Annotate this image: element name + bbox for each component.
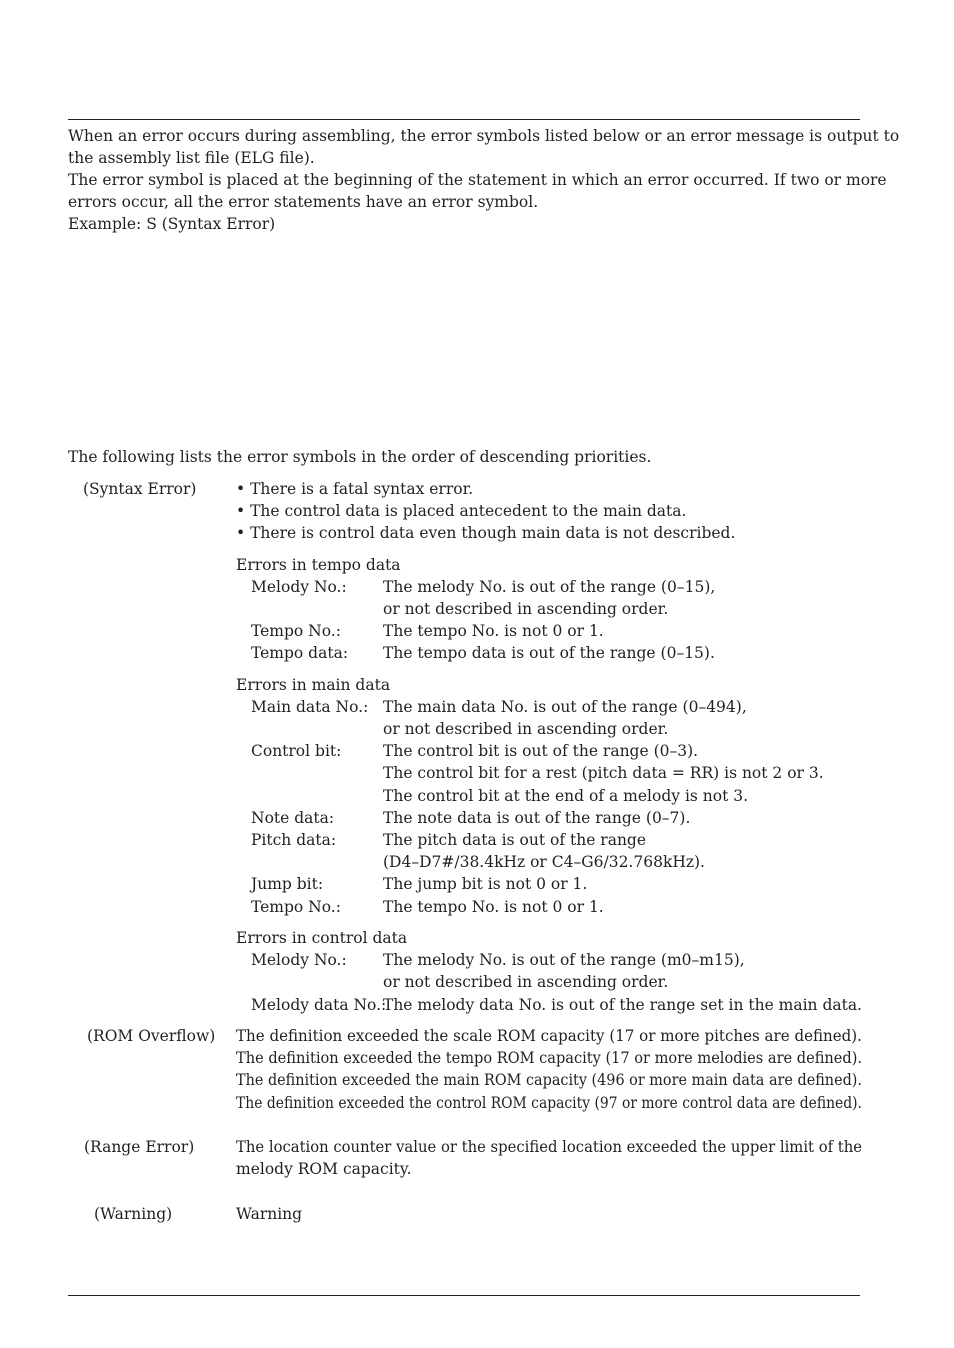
jump-bit-key: Jump bit:	[251, 875, 324, 893]
rom-overflow-label: (ROM Overflow)	[87, 1027, 216, 1045]
main-data-no-key: Main data No.:	[251, 698, 369, 716]
range-error-label: (Range Error)	[84, 1138, 195, 1156]
control-errors-heading: Errors in control data	[236, 929, 408, 947]
tempo-melody-key: Melody No.:	[251, 578, 347, 596]
tempo-data-desc: The tempo data is out of the range (0–15).	[383, 644, 715, 662]
tempo-no-key: Tempo No.:	[251, 622, 341, 640]
syntax-error-label: (Syntax Error)	[83, 480, 197, 498]
control-melody-key: Melody No.:	[251, 951, 347, 969]
main-data-no-desc: The main data No. is out of the range (0–494),	[383, 698, 747, 716]
tempo-melody-desc: The melody No. is out of the range (0–15),	[383, 578, 716, 596]
control-bit-desc: The control bit is out of the range (0–3).	[383, 742, 699, 760]
pitch-data-desc: The pitch data is out of the range	[383, 831, 647, 849]
main-tempo-no-desc: The tempo No. is not 0 or 1.	[383, 898, 604, 916]
pitch-data-desc: (D4–D7#/38.4kHz or C4–G6/32.768kHz).	[383, 853, 705, 871]
intro-line: The error symbol is placed at the beginning of the statement in which an error occurred. If two or more	[68, 171, 887, 189]
rom-overflow-line: The definition exceeded the tempo ROM capacity (17 or more melodies are defined).	[236, 1049, 863, 1067]
rom-overflow-line: The definition exceeded the control ROM capacity (97 or more control data are defined).	[236, 1094, 862, 1112]
main-tempo-no-key: Tempo No.:	[251, 898, 341, 916]
intro-line: errors occur, all the error statements have an error symbol.	[68, 193, 539, 211]
rom-overflow-line: The definition exceeded the scale ROM capacity (17 or more pitches are defined).	[236, 1027, 862, 1045]
main-data-no-desc: or not described in ascending order.	[383, 720, 669, 738]
jump-bit-desc: The jump bit is not 0 or 1.	[383, 875, 588, 893]
control-bit-desc: The control bit for a rest (pitch data = RR) is not 2 or 3.	[383, 764, 824, 782]
melody-data-no-key: Melody data No.:	[251, 996, 387, 1014]
control-melody-desc: The melody No. is out of the range (m0–m15),	[383, 951, 745, 969]
main-errors-heading: Errors in main data	[236, 676, 391, 694]
footer-rule	[68, 1295, 860, 1296]
tempo-errors-heading: Errors in tempo data	[236, 556, 401, 574]
header-rule	[68, 119, 860, 120]
tempo-data-key: Tempo data:	[251, 644, 349, 662]
intro-line: the assembly list file (ELG file).	[68, 149, 315, 167]
range-error-line: melody ROM capacity.	[236, 1160, 412, 1178]
warning-text: Warning	[236, 1205, 303, 1223]
syntax-bullet: • There is control data even though main data is not described.	[236, 524, 736, 542]
rom-overflow-line: The definition exceeded the main ROM capacity (496 or more main data are defined).	[236, 1071, 862, 1089]
melody-data-no-desc: The melody data No. is out of the range set in the main data.	[383, 996, 862, 1014]
control-bit-key: Control bit:	[251, 742, 342, 760]
warning-label: (Warning)	[94, 1205, 173, 1223]
intro-line: When an error occurs during assembling, the error symbols listed below or an error message is output to	[68, 127, 900, 145]
range-error-line: The location counter value or the specified location exceeded the upper limit of the	[236, 1138, 863, 1156]
pitch-data-key: Pitch data:	[251, 831, 337, 849]
priority-note: The following lists the error symbols in the order of descending priorities.	[68, 448, 652, 466]
tempo-no-desc: The tempo No. is not 0 or 1.	[383, 622, 604, 640]
syntax-bullet: • The control data is placed antecedent to the main data.	[236, 502, 687, 520]
note-data-desc: The note data is out of the range (0–7).	[383, 809, 691, 827]
intro-paragraph	[68, 125, 900, 235]
intro-line: Example: S (Syntax Error)	[68, 215, 276, 233]
control-bit-desc: The control bit at the end of a melody is not 3.	[383, 787, 749, 805]
note-data-key: Note data:	[251, 809, 335, 827]
control-melody-desc: or not described in ascending order.	[383, 973, 669, 991]
tempo-melody-desc: or not described in ascending order.	[383, 600, 669, 618]
syntax-bullet: • There is a fatal syntax error.	[236, 480, 474, 498]
